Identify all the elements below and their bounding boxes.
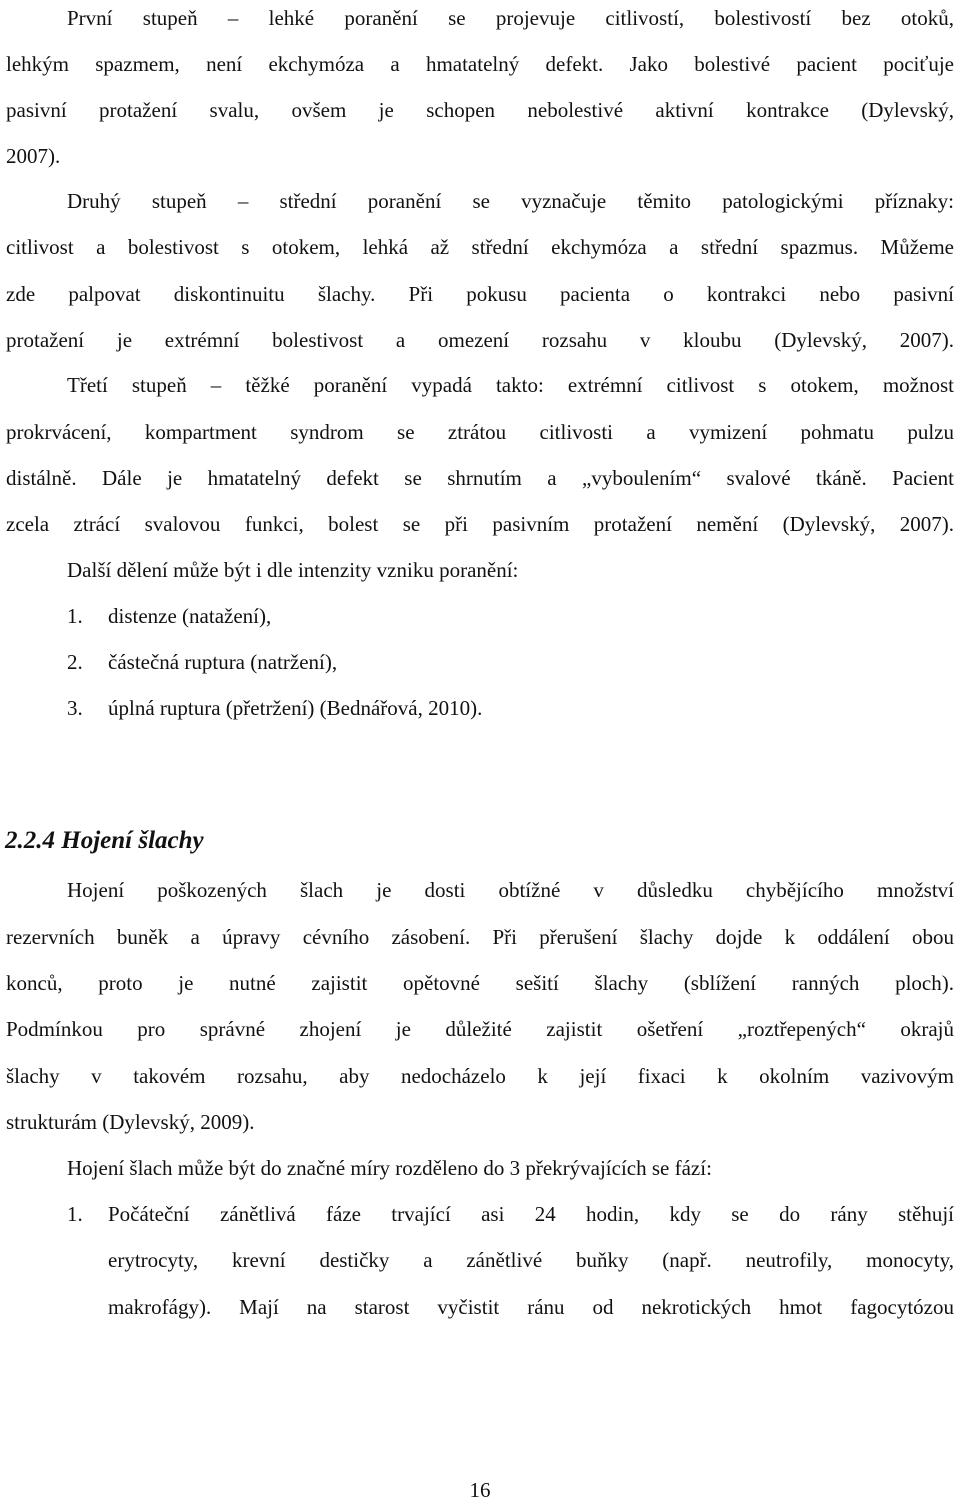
section-heading: 2.2.4 Hojení šlachy [5,827,204,854]
list-number: 1. [67,1202,83,1226]
paragraph-line: rezervních buněk a úpravy cévního zásobení. Při přerušení šlachy dojde k oddálení obou [6,925,954,949]
list-number: 1. [67,604,83,628]
paragraph-line: Další dělení může být i dle intenzity vzniku poranění: [67,558,519,582]
list-number: 3. [67,696,83,720]
paragraph-line: První stupeň – lehké poranění se projevuje citlivostí, bolestivostí bez otoků, [67,6,954,30]
paragraph-line: pasivní protažení svalu, ovšem je schopen nebolestivé aktivní kontrakce (Dylevský, [6,98,954,122]
paragraph-line: zcela ztrácí svalovou funkci, bolest se při pasivním protažení nemění (Dylevský, 2007). [6,512,954,536]
page-number: 16 [469,1478,491,1502]
list-text: distenze (natažení), [108,604,272,628]
list-number: 2. [67,650,83,674]
paragraph-line: citlivost a bolestivost s otokem, lehká až střední ekchymóza a střední spazmus. Můžeme [6,235,954,259]
paragraph-line: distálně. Dále je hmatatelný defekt se shrnutím a „vyboulením“ svalové tkáně. Pacient [6,466,954,490]
paragraph-line: konců, proto je nutné zajistit opětovné sešití šlachy (sblížení ranných ploch). [6,971,954,995]
paragraph-line: prokrvácení, kompartment syndrom se ztrátou citlivosti a vymizení pohmatu pulzu [6,420,954,444]
paragraph-line: Druhý stupeň – střední poranění se vyznačuje těmito patologickými příznaky: [67,189,954,213]
paragraph-line: Hojení šlach může být do značné míry rozděleno do 3 překrývajících se fází: [67,1156,712,1180]
list-item-line: makrofágy). Mají na starost vyčistit ránu od nekrotických hmot fagocytózou [108,1295,954,1319]
list-text: částečná ruptura (natržení), [108,650,338,674]
paragraph-line: Podmínkou pro správné zhojení je důležité zajistit ošetření „roztřepených“ okrajů [6,1017,954,1041]
paragraph-line: Třetí stupeň – těžké poranění vypadá takto: extrémní citlivost s otokem, možnost [67,373,954,397]
paragraph-line: 2007). [6,144,61,168]
paragraph-line: protažení je extrémní bolestivost a omezení rozsahu v kloubu (Dylevský, 2007). [6,328,954,352]
list-item-line: erytrocyty, krevní destičky a zánětlivé buňky (např. neutrofily, monocyty, [108,1248,954,1272]
paragraph-line: strukturám (Dylevský, 2009). [6,1110,255,1134]
list-item-line: Počáteční zánětlivá fáze trvající asi 24 hodin, kdy se do rány stěhují [108,1202,954,1226]
paragraph-line: Hojení poškozených šlach je dosti obtížné v důsledku chybějícího množství [67,878,954,902]
paragraph-line: lehkým spazmem, není ekchymóza a hmatatelný defekt. Jako bolestivé pacient pociťuje [6,52,954,76]
list-text: úplná ruptura (přetržení) (Bednářová, 2010). [108,696,483,720]
list-item [67,602,954,630]
list-item [67,648,954,676]
list-item [67,694,954,722]
paragraph-line: šlachy v takovém rozsahu, aby nedocházelo k její fixaci k okolním vazivovým [6,1064,954,1088]
paragraph-line: zde palpovat diskontinuitu šlachy. Při pokusu pacienta o kontrakci nebo pasivní [6,282,954,306]
